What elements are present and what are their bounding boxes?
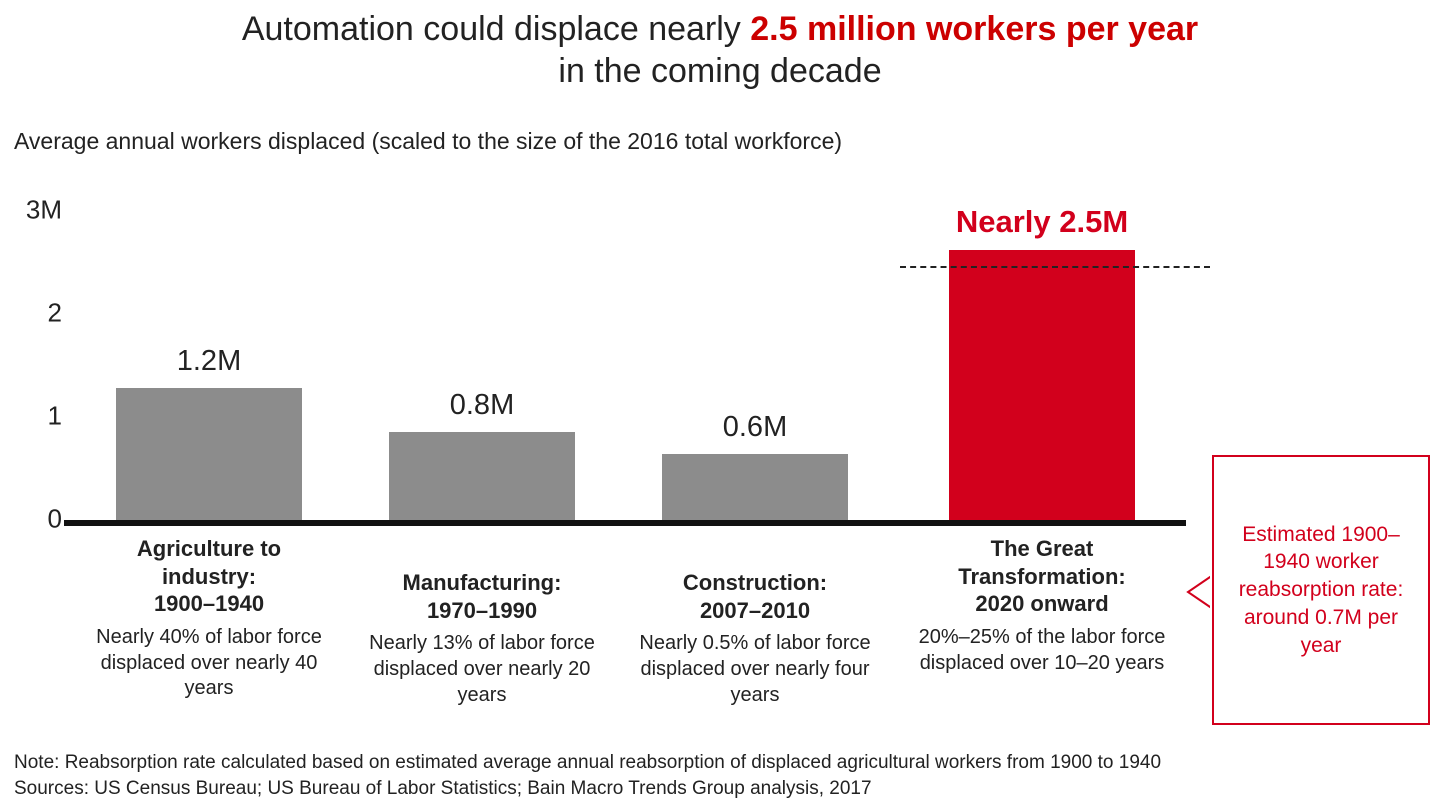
callout-box — [1212, 455, 1430, 725]
bar-series — [64, 190, 1186, 520]
bar-group-great-transformation[interactable] — [949, 190, 1135, 520]
title-line-2: in the coming decade — [558, 52, 882, 91]
x-label-construction-head-1: Construction: — [682, 570, 828, 595]
x-label-manufacturing — [357, 569, 607, 708]
x-axis-category-labels — [64, 535, 1186, 735]
title-plain-text: Automation could displace nearly — [241, 10, 751, 48]
chart-subtitle: Average annual workers displaced (scaled to the size of the 2016 total workforce) — [14, 128, 843, 154]
x-label-great-transformation-sub: 20%–25% of the labor force displaced over 10–20 years — [918, 626, 1166, 674]
footnote-sources: Sources: US Census Bureau; US Bureau of Labor Statistics; Bain Macro Trends Group analysis, 2017 — [14, 777, 872, 799]
callout-text: Estimated 1900–1940 worker reabsorption rate: around 0.7M per year — [1238, 522, 1404, 657]
bar-label-great-transformation: Nearly 2.5M — [955, 204, 1129, 239]
chart-title — [0, 0, 1440, 92]
bar-label-agriculture: 1.2M — [176, 345, 242, 377]
x-label-manufacturing-sub: Nearly 13% of labor force displaced over nearly 20 years — [369, 632, 595, 706]
x-label-agriculture-sub: Nearly 40% of labor force displaced over nearly 40 years — [96, 626, 322, 700]
title-emphasis-text: 2.5 million workers per year — [750, 10, 1199, 48]
x-label-great-transformation-head-2: Transformation: — [958, 563, 1126, 589]
reabsorption-reference-line — [900, 266, 1210, 268]
x-label-great-transformation — [917, 535, 1167, 676]
x-label-agriculture-head-3: 1900–1940 — [153, 591, 265, 617]
x-label-manufacturing-head — [357, 569, 607, 624]
bar-group-agriculture[interactable] — [116, 190, 302, 520]
x-label-construction — [630, 569, 880, 708]
x-label-agriculture-head — [84, 535, 334, 618]
bar-label-manufacturing: 0.8M — [449, 389, 515, 421]
footnotes — [14, 750, 1161, 802]
bar-group-manufacturing[interactable] — [389, 190, 575, 520]
x-label-great-transformation-head — [917, 535, 1167, 618]
y-tick-2: 2 — [47, 297, 62, 328]
y-tick-1: 1 — [47, 400, 62, 431]
bar-great-transformation[interactable] — [949, 250, 1135, 520]
footnote-note: Note: Reabsorption rate calculated based on estimated average annual reabsorption of displaced agricultural workers from 1900 to 1940 — [14, 751, 1162, 773]
x-axis-baseline — [64, 520, 1186, 526]
x-label-agriculture-head-1: Agriculture to — [136, 536, 282, 561]
x-label-construction-sub: Nearly 0.5% of labor force displaced over nearly four years — [639, 632, 871, 706]
title-line-1 — [0, 8, 1440, 50]
x-label-construction-head — [630, 569, 880, 624]
x-label-great-transformation-head-3: 2020 onward — [975, 591, 1109, 617]
x-label-agriculture-head-2: industry: — [161, 563, 257, 589]
x-label-construction-head-2: 2007–2010 — [699, 597, 811, 623]
bar-group-construction[interactable] — [662, 190, 848, 520]
bar-agriculture[interactable] — [116, 388, 302, 520]
x-label-agriculture — [84, 535, 334, 702]
bar-label-construction: 0.6M — [722, 411, 788, 443]
bar-manufacturing[interactable] — [389, 432, 575, 520]
x-label-great-transformation-head-1: The Great — [990, 536, 1094, 561]
callout-pointer-icon — [1186, 574, 1214, 610]
x-label-manufacturing-head-1: Manufacturing: — [402, 570, 562, 595]
bar-construction[interactable] — [662, 454, 848, 520]
y-tick-0: 0 — [47, 503, 62, 534]
x-label-manufacturing-head-2: 1970–1990 — [426, 597, 538, 623]
y-axis — [0, 190, 62, 535]
y-tick-3m: 3M — [25, 194, 62, 225]
